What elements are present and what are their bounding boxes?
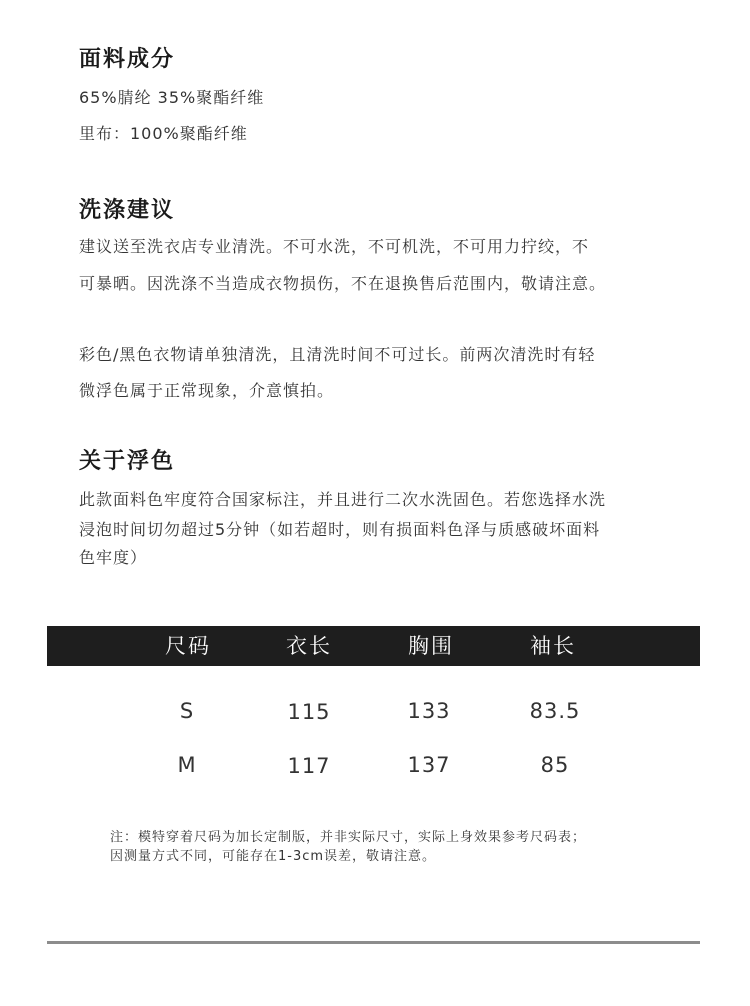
lining-composition: 里布：100%聚酯纤维: [79, 124, 248, 143]
washing-heading: 洗涤建议: [79, 198, 176, 223]
bottom-divider: [47, 941, 700, 944]
header-size: 尺码: [165, 634, 211, 658]
header-sleeve: 袖长: [530, 634, 576, 658]
sleeve-cell: 85: [540, 753, 570, 777]
washing-text-line: 可暴晒。因洗涤不当造成衣物损伤，不在退换售后范围内，敬请注意。: [79, 274, 607, 293]
fading-text-line: 浸泡时间切勿超过5分钟（如若超时，则有损面料色泽与质感破坏面料: [79, 520, 601, 539]
fading-text-line: 此款面料色牢度符合国家标注，并且进行二次水洗固色。若您选择水洗: [79, 490, 607, 509]
washing-text-line: 微浮色属于正常现象，介意慎拍。: [79, 381, 335, 400]
header-length: 衣长: [286, 634, 332, 658]
fabric-composition: 65%腈纶 35%聚酯纤维: [79, 88, 265, 107]
size-cell: M: [177, 753, 197, 777]
washing-text-line: 建议送至洗衣店专业清洗。不可水洗，不可机洗，不可用力拧绞，不: [79, 237, 590, 256]
fabric-heading: 面料成分: [79, 47, 176, 72]
header-chest: 胸围: [408, 634, 454, 658]
note-line: 因测量方式不同，可能存在1-3cm误差，敬请注意。: [110, 849, 437, 864]
chest-cell: 133: [407, 699, 451, 723]
sleeve-cell: 83.5: [529, 699, 581, 723]
size-cell: S: [179, 699, 195, 723]
washing-text-line: 彩色/黑色衣物请单独清洗，且清洗时间不可过长。前两次清洗时有轻: [79, 345, 596, 364]
length-cell: 115: [287, 700, 331, 724]
fading-heading: 关于浮色: [79, 449, 176, 474]
length-cell: 117: [287, 754, 331, 778]
fading-text-line: 色牢度）: [79, 548, 148, 567]
chest-cell: 137: [407, 753, 451, 777]
note-line: 注：模特穿着尺码为加长定制版，并非实际尺寸，实际上身效果参考尺码表；: [110, 830, 587, 845]
size-table-header: [47, 626, 700, 666]
